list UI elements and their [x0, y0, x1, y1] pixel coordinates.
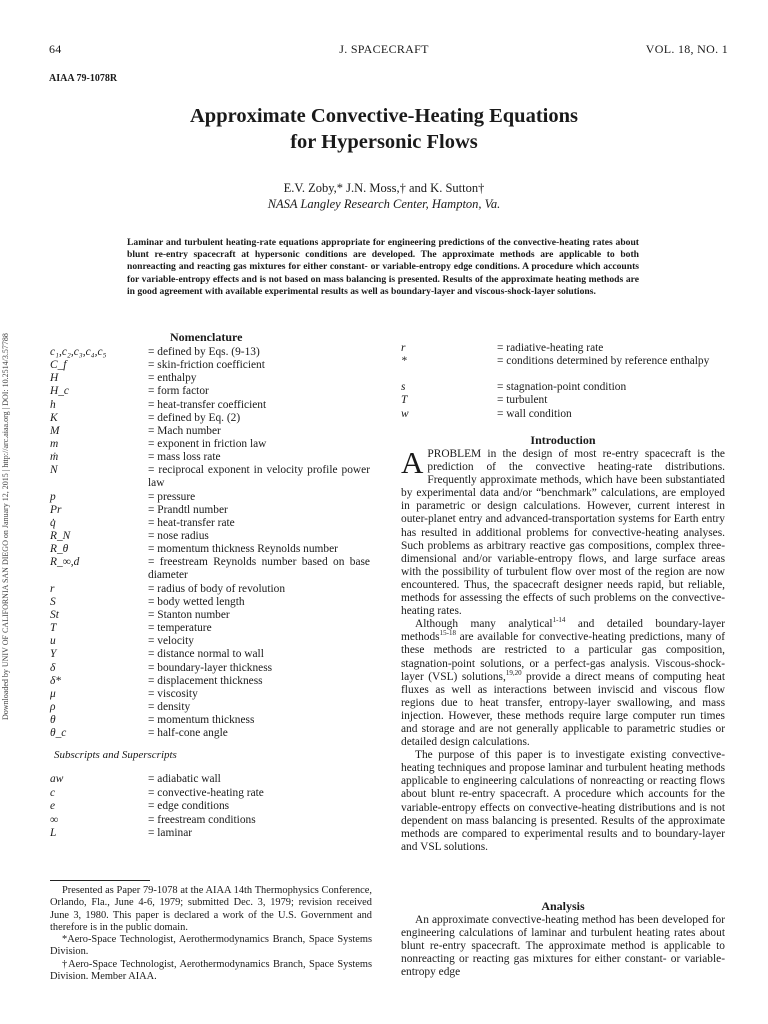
symbol: s: [401, 381, 406, 394]
analysis-heading: Analysis: [541, 899, 585, 913]
definition: = velocity: [148, 635, 194, 648]
definition: = defined by Eqs. (9-13): [148, 346, 260, 358]
intro-paragraph-3: The purpose of this paper is to investigate existing convective-heating techniques and propose laminar and turbulent heating methods applicable to engineering calculations of nonreacting or reacting flows about blunt re-entry spacecraft. A procedure which accounts for the variable-entropy effects on convective-heating distributions and is not dependent on mass balancing is presented. Results of the approximate methods are compared to experimental results and to boundary-layer and VSL solutions.: [401, 749, 725, 853]
symbol: aw: [50, 773, 64, 785]
paper-title-line-1: Approximate Convective-Heating Equations: [190, 105, 578, 127]
definition: = convective-heating rate: [148, 786, 264, 799]
symbol: ρ: [50, 701, 56, 714]
symbol: c₁,c₂,c₃,c₄,c₅: [50, 346, 107, 358]
intro-paragraph-2: Although many analytical$^{1-14}$ and detailed boundary-layer methods$^{15-18}$ are available for convective-heating predictions, many of these methods are restricted to a particular gas composition, stagnation-point solutions, or a perfect-gas analysis. Viscous-shock-layer (VSL) solutions,$^{19,20}$ provide a direct means of computing heat fluxes as well as interactions between inviscid and viscous flow regions due to heat transfer, entropy-layer swallowing, and mass injection. However, these methods require large computer run times and storage and are not generally applicable to parametric studies or detailed design calculations.: [401, 616, 725, 749]
symbol: δ: [50, 661, 56, 674]
symbol: ṁ: [50, 451, 59, 464]
symbol: T: [50, 622, 57, 635]
definition: = boundary-layer thickness: [148, 661, 273, 674]
symbol: M: [50, 424, 60, 437]
definition: = radius of body of revolution: [148, 582, 286, 595]
symbol: q̇: [50, 516, 56, 529]
download-notice: Downloaded by UNIV OF CALIFORNIA SAN DIEGO on January 12, 2015 | http://arc.aiaa.org | DOI: 10.2514/3.57788: [1, 333, 10, 720]
definition: = enthalpy: [148, 372, 197, 385]
definition: = exponent in friction law: [148, 438, 267, 451]
symbol: w: [401, 407, 409, 420]
definition: = pressure: [148, 490, 196, 503]
definition: = temperature: [148, 622, 212, 635]
symbol: r: [50, 582, 55, 595]
footnote-rule: [50, 880, 150, 881]
footnote-presented: Presented as Paper 79-1078 at the AIAA 14th Thermophysics Conference, Orlando, Fla., June 4-6, 1979; submitted Dec. 3, 1979; revision received June 3, 1980. This paper is declared a work of the U.S. Government and therefore is in the public domain.: [50, 885, 372, 933]
symbol: L: [50, 827, 57, 840]
definition: = heat-transfer rate: [148, 516, 235, 529]
definition: = skin-friction coefficient: [148, 359, 265, 372]
citation: 1-14: [552, 616, 566, 625]
symbol: K: [50, 411, 58, 424]
symbol: R_N: [50, 530, 71, 543]
introduction-heading: Introduction: [530, 433, 596, 447]
definition: = heat-transfer coefficient: [148, 398, 267, 411]
definition: = mass loss rate: [148, 451, 221, 464]
definition: = viscosity: [148, 687, 198, 700]
citation: 15-18: [439, 629, 456, 638]
symbol: p: [50, 490, 56, 503]
symbol: μ: [50, 687, 56, 700]
subscripts-heading: Subscripts and Superscripts: [54, 749, 177, 761]
footnote-author-2: †Aero-Space Technologist, Aerothermodynamics Branch, Space Systems Division. Member AIAA.: [50, 958, 372, 983]
definition: = half-cone angle: [148, 727, 228, 740]
symbol: N: [50, 464, 58, 477]
definition: = momentum thickness Reynolds number: [148, 543, 338, 556]
symbol: R_∞,d: [50, 556, 80, 569]
symbol: R_θ: [50, 543, 69, 556]
symbol: e: [50, 800, 56, 813]
definition: = reciprocal exponent in velocity profile power law: [148, 464, 370, 490]
definition: = Prandtl number: [148, 503, 228, 516]
definition: = body wetted length: [148, 595, 245, 608]
volume-issue: VOL. 18, NO. 1: [645, 42, 728, 56]
symbol: r: [401, 342, 406, 354]
symbol: H: [50, 372, 59, 385]
footnote-author-1: *Aero-Space Technologist, Aerothermodynamics Branch, Space Systems Division.: [50, 934, 372, 958]
journal-name: J. SPACECRAFT: [339, 42, 429, 56]
footnotes: [50, 885, 372, 983]
symbol: C_f: [50, 359, 67, 372]
drop-cap: A: [401, 445, 424, 480]
definition: = edge conditions: [148, 800, 230, 813]
symbol: St: [50, 609, 59, 621]
citation: 19,20: [505, 668, 522, 677]
intro-paragraph-1: APROBLEM in the design of most re-entry spacecraft is the prediction of the convective heating-rate distributions. Frequently approximate methods, which have been substantiated by experimental data and/or “benchmark” calculations, are employed in parametric or design calculations. However, current interest in outer-planet entry and advanced-transportation systems for Earth entry has resulted in additional problems for convective-heating analyses. Such problems as arbitrary reactive gas compositions, complex three-dimensional and/or variable-entropy flows, and large surface areas with the possibility of turbulent flow over most of the region are now encountered. Thus, the spacecraft designer needs rapid, but reliable, methods for assessing the effects of such problems on the convective-heating rates.: [401, 445, 725, 618]
paper-title-line-2: for Hypersonic Flows: [290, 131, 478, 153]
definition: = laminar: [148, 827, 193, 840]
symbol: Pr: [50, 503, 62, 516]
symbol: T: [401, 394, 408, 407]
symbol: θ_c: [50, 727, 67, 740]
nomenclature-heading: Nomenclature: [170, 330, 243, 344]
symbol: δ*: [50, 674, 61, 687]
definition: = radiative-heating rate: [497, 342, 604, 354]
symbol: h: [50, 398, 56, 411]
definition: = distance normal to wall: [148, 648, 264, 661]
definition: = Mach number: [148, 424, 221, 437]
symbol: S: [50, 595, 56, 608]
definition: = conditions determined by reference enthalpy: [497, 355, 710, 368]
definition: = turbulent: [497, 394, 548, 407]
symbol: c: [50, 786, 56, 799]
definition: = density: [148, 701, 191, 714]
page-number: 64: [49, 42, 62, 56]
analysis-body: [401, 914, 725, 979]
affiliation: NASA Langley Research Center, Hampton, Va.: [267, 197, 501, 211]
definition: = freestream Reynolds number based on base diameter: [148, 556, 370, 582]
symbol: u: [50, 635, 56, 648]
abstract: Laminar and turbulent heating-rate equations appropriate for engineering predictions of the convective-heating rates about blunt re-entry spacecraft at hypersonic conditions are developed. The approximate methods are applicable to both nonreacting and reacting gas mixtures for either constant- or variable-entropy edge conditions. A procedure which accounts for variable-entropy effects and is not based on mass balancing is presented. Results of the approximate heating methods are in good agreement with available experimental results as well as boundary-layer and viscous-shock-layer solutions.: [127, 237, 639, 297]
introduction-body: [401, 445, 725, 854]
symbol: θ: [50, 714, 56, 727]
symbol: ∞: [50, 813, 59, 826]
symbol: Y: [50, 648, 57, 661]
definition: = Stanton number: [148, 609, 230, 621]
symbol: *: [401, 355, 407, 368]
paper-id: AIAA 79-1078R: [49, 73, 118, 84]
definition: = freestream conditions: [148, 813, 256, 826]
symbol: m: [50, 438, 59, 451]
definition: = stagnation-point condition: [497, 381, 627, 394]
analysis-paragraph-1: An approximate convective-heating method has been developed for engineering calculations of laminar and turbulent heating rates about blunt re-entry spacecraft. The approximate method is applicable to nonreacting or reacting gas mixtures for either constant- or variable-entropy edge: [401, 914, 725, 979]
symbol: H_c: [50, 385, 69, 398]
definition: = nose radius: [148, 530, 209, 543]
definition: = defined by Eq. (2): [148, 411, 241, 424]
definition: = form factor: [148, 385, 209, 398]
authors: E.V. Zoby,* J.N. Moss,† and K. Sutton†: [283, 181, 485, 195]
definition: = adiabatic wall: [148, 773, 221, 785]
definition: = momentum thickness: [148, 714, 255, 727]
definition: = displacement thickness: [148, 674, 263, 687]
definition: = wall condition: [497, 407, 572, 420]
